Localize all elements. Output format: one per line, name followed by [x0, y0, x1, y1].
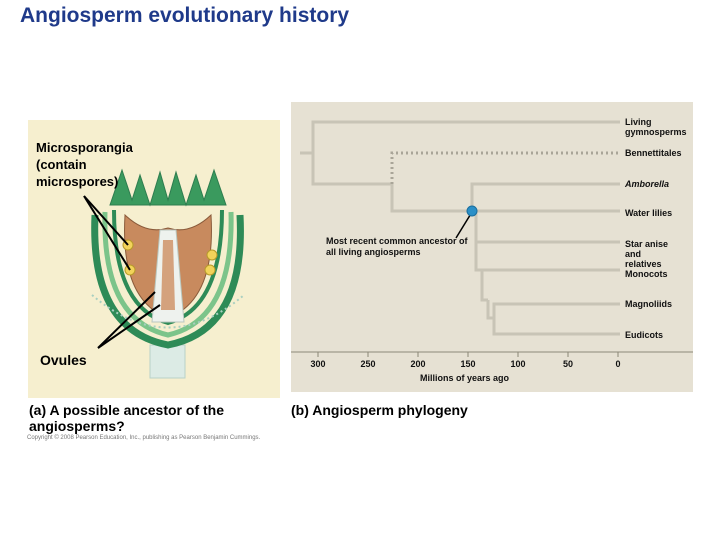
tick-label: 150 — [460, 359, 476, 369]
tick-label: 300 — [310, 359, 326, 369]
common-ancestor-annotation: Most recent common ancestor of all living angiosperms — [326, 236, 468, 257]
ovules-label: Ovules — [40, 352, 87, 368]
taxon-magnoliids: Magnoliids — [625, 299, 672, 309]
taxon-water-lilies: Water lilies — [625, 208, 673, 218]
tick-label: 100 — [510, 359, 526, 369]
tick-label: 0 — [615, 359, 621, 369]
x-axis-label: Millions of years ago — [420, 373, 510, 383]
taxon-living-gymnosperms: Living gymnosperms — [625, 117, 687, 137]
taxon-star-anise: Star anise and relatives — [625, 239, 669, 269]
copyright-notice: Copyright © 2008 Pearson Education, Inc., publishing as Pearson Benjamin Cummings. — [27, 435, 261, 441]
tick-label: 200 — [410, 359, 426, 369]
microsporangia-label: Microsporangia (contain microspores) — [36, 140, 133, 189]
caption-b: (b) Angiosperm phylogeny — [291, 402, 468, 418]
taxon-monocots: Monocots — [625, 269, 668, 279]
common-ancestor-dot — [467, 206, 477, 216]
taxon-amborella: Amborella — [625, 179, 670, 189]
taxon-bennettitales: Bennettitales — [625, 148, 682, 158]
caption-a: (a) A possible ancestor of the angiosperms? — [29, 402, 224, 434]
tick-label: 250 — [360, 359, 376, 369]
taxon-eudicots: Eudicots — [625, 330, 664, 340]
page-title: Angiosperm evolutionary history — [20, 4, 350, 27]
ancestor-flower-illustration — [84, 170, 244, 378]
tick-label: 50 — [562, 359, 574, 369]
